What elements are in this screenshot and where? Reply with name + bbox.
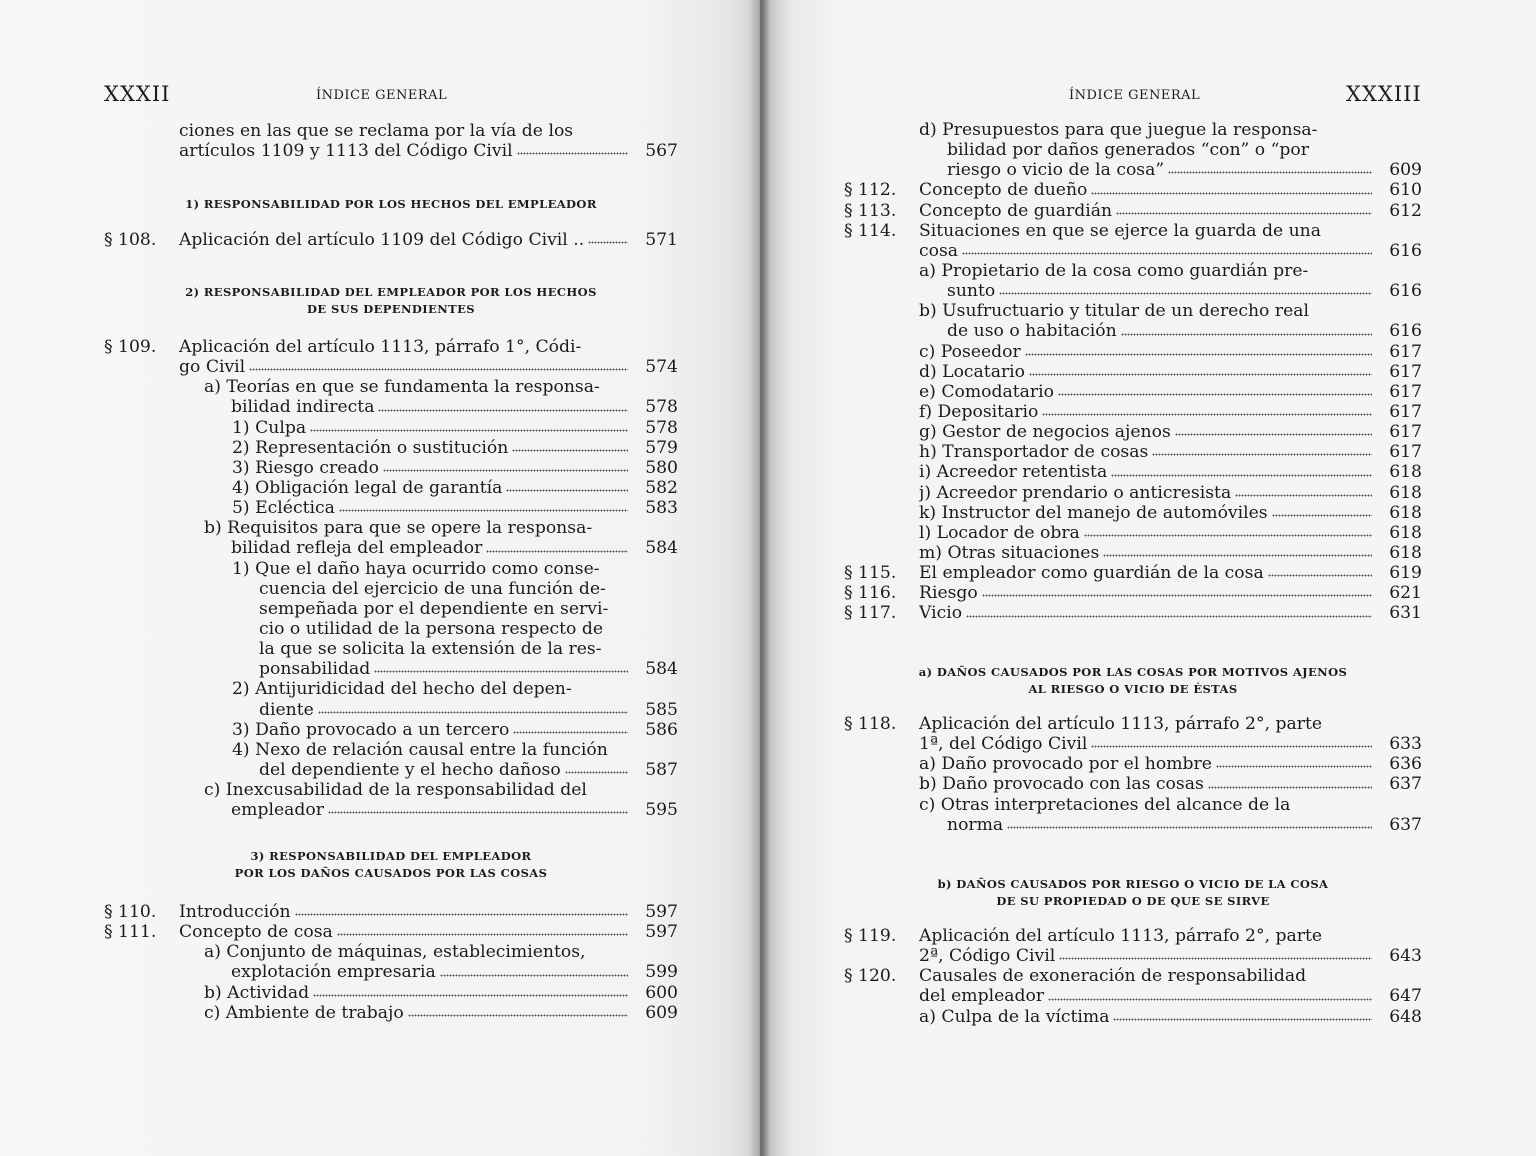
toc-entry: [844, 714, 1422, 734]
toc-entry: [104, 619, 678, 639]
section-number: § 117.: [844, 603, 897, 624]
section-heading-line: 3) RESPONSABILIDAD DEL EMPLEADOR: [250, 849, 532, 863]
toc-entry-title: c) Inexcusabilidad de la responsabilidad del: [204, 780, 587, 801]
toc-entry-title: sunto: [947, 281, 996, 302]
section-heading-line: 2) RESPONSABILIDAD DEL EMPLEADOR POR LOS HECHOS: [185, 285, 597, 299]
dot-leader: [1103, 554, 1372, 558]
toc-entry-title: 3) Daño provocado a un tercero: [232, 719, 510, 740]
toc-entry: [844, 774, 1422, 794]
section-number: § 119.: [844, 926, 897, 946]
section-heading-line: AL RIESGO O VICIO DE ÉSTAS: [1028, 682, 1238, 696]
section-number: § 112.: [844, 180, 897, 201]
toc-entry: [844, 382, 1422, 402]
dot-leader: [982, 594, 1372, 598]
dot-leader: [383, 469, 628, 473]
toc-entry: [844, 402, 1422, 422]
toc-entry-title: 2ª, Código Civil: [919, 946, 1056, 967]
dot-leader: [328, 811, 628, 815]
toc-entry-title: Aplicación del artículo 1113, párrafo 2°, parte: [919, 926, 1323, 946]
toc-entry: [844, 301, 1422, 321]
page-number: 567: [645, 141, 678, 162]
dot-leader: [1029, 373, 1372, 377]
book-gutter-shadow: [748, 0, 770, 1156]
page-number: 647: [1389, 986, 1422, 1007]
toc-entry-title: c) Poseedor: [919, 341, 1021, 362]
page-number: 600: [645, 982, 678, 1003]
toc-entry-title: h) Transportador de cosas: [919, 442, 1149, 463]
page-number: 616: [1389, 321, 1422, 342]
toc-entry-title: a) Culpa de la víctima: [919, 1006, 1110, 1027]
toc-entry-title: artículos 1109 y 1113 del Código Civil: [179, 141, 513, 162]
page-number: 617: [1389, 381, 1422, 402]
left-toc-block-3: [104, 337, 678, 820]
toc-entry-title: Concepto de dueño: [919, 180, 1088, 201]
dot-leader: [249, 368, 628, 372]
toc-entry-title: El empleador como guardián de la cosa: [919, 563, 1264, 584]
page-number: 578: [645, 417, 678, 438]
dot-leader: [1042, 413, 1372, 417]
toc-entry: [104, 760, 678, 780]
toc-entry-title: b) Actividad: [204, 982, 310, 1003]
toc-entry-title: m) Otras situaciones: [919, 542, 1100, 563]
toc-entry: [844, 221, 1422, 241]
left-toc-block-1: [104, 121, 678, 161]
toc-entry: [844, 734, 1422, 754]
left-page: [0, 0, 760, 1156]
page-number: 633: [1389, 734, 1422, 755]
toc-entry: [844, 160, 1422, 180]
toc-entry-title: Vicio: [919, 603, 963, 624]
left-section-heading-1: [104, 196, 678, 213]
dot-leader: [506, 489, 628, 493]
page-number: 617: [1389, 422, 1422, 443]
toc-entry-title: explotación empresaria: [231, 962, 436, 983]
toc-entry-title: del dependiente y el hecho dañoso: [259, 759, 561, 780]
right-toc-block-2: [844, 714, 1422, 835]
right-folio: XXXIII: [1346, 82, 1422, 106]
page-number: 610: [1389, 180, 1422, 201]
toc-entry: [104, 983, 678, 1003]
toc-entry-title: c) Ambiente de trabajo: [204, 1002, 404, 1023]
section-heading-line: a) DAÑOS CAUSADOS POR LAS COSAS POR MOTIVOS AJENOS: [918, 665, 1348, 679]
toc-entry: [844, 926, 1422, 946]
dot-leader: [310, 429, 628, 433]
toc-entry: [844, 503, 1422, 523]
page-number: 617: [1389, 361, 1422, 382]
section-number: § 110.: [104, 902, 157, 922]
dot-leader: [1113, 1018, 1372, 1022]
toc-entry: [844, 140, 1422, 160]
dot-leader: [1116, 212, 1372, 216]
dot-leader: [337, 933, 628, 937]
toc-entry: [104, 518, 678, 538]
page-number: 618: [1389, 462, 1422, 483]
toc-entry: [104, 599, 678, 619]
right-section-heading-b: [844, 876, 1422, 910]
section-heading-line: DE SU PROPIEDAD O DE QUE SE SIRVE: [996, 894, 1270, 908]
page-number: 619: [1389, 563, 1422, 584]
page-number: 621: [1389, 583, 1422, 604]
toc-entry-title: Introducción: [179, 902, 291, 922]
page-number: 597: [645, 922, 678, 943]
page-number: 597: [645, 902, 678, 922]
toc-entry: [104, 357, 678, 377]
page-number: 599: [645, 962, 678, 983]
page-number: 616: [1389, 240, 1422, 261]
toc-entry-title: b) Daño provocado con las cosas: [919, 774, 1204, 795]
toc-entry: [104, 700, 678, 720]
dot-leader: [408, 1014, 628, 1018]
toc-entry: [104, 141, 678, 161]
toc-entry: [104, 559, 678, 579]
toc-entry: [104, 121, 678, 141]
dot-leader: [513, 731, 628, 735]
page-number: 571: [645, 230, 678, 250]
dot-leader: [1091, 745, 1372, 749]
toc-entry-title: g) Gestor de negocios ajenos: [919, 422, 1171, 443]
page-number: 636: [1389, 754, 1422, 775]
toc-entry: [104, 337, 678, 357]
toc-entry-title: Aplicación del artículo 1113, párrafo 1°, Códi-: [179, 337, 582, 357]
page-number: 618: [1389, 502, 1422, 523]
dot-leader: [378, 409, 628, 413]
toc-entry-title: Aplicación del artículo 1109 del Código Civil ..: [179, 230, 585, 250]
toc-entry: [844, 815, 1422, 835]
toc-entry: [844, 986, 1422, 1006]
right-toc-block-1: [844, 120, 1422, 624]
toc-entry: [844, 281, 1422, 301]
toc-entry-title: go Civil: [179, 357, 246, 378]
toc-entry-title: a) Teorías en que se fundamenta la responsa-: [204, 377, 600, 398]
page-number: 587: [645, 759, 678, 780]
dot-leader: [339, 509, 628, 513]
section-heading-line: 1) RESPONSABILIDAD POR LOS HECHOS DEL EMPLEADOR: [185, 197, 597, 211]
toc-entry-title: e) Comodatario: [919, 381, 1054, 402]
toc-entry: [844, 543, 1422, 563]
toc-entry-title: l) Locador de obra: [919, 522, 1080, 543]
section-number: § 114.: [844, 220, 897, 241]
toc-entry-title: b) Usufructuario y titular de un derecho real: [919, 301, 1309, 322]
toc-entry: [104, 458, 678, 478]
toc-entry-title: bilidad indirecta: [231, 397, 375, 418]
section-number: § 120.: [844, 966, 897, 987]
toc-entry: [104, 720, 678, 740]
toc-entry: [104, 538, 678, 558]
dot-leader: [517, 152, 628, 156]
dot-leader: [295, 913, 628, 917]
section-number: § 109.: [104, 337, 157, 357]
toc-entry-title: f) Depositario: [919, 401, 1039, 422]
toc-entry-title: sempeñada por el dependiente en servi-: [259, 598, 609, 619]
dot-leader: [1216, 765, 1372, 769]
page-number: 574: [645, 357, 678, 378]
toc-entry: [844, 362, 1422, 382]
toc-entry-title: cosa: [919, 240, 959, 261]
left-folio: XXXII: [104, 82, 171, 106]
toc-entry-title: d) Presupuestos para que juegue la responsa-: [919, 120, 1318, 140]
toc-entry: [844, 180, 1422, 200]
dot-leader: [588, 241, 628, 245]
page-number: 616: [1389, 281, 1422, 302]
section-number: § 116.: [844, 583, 897, 604]
page-number: 631: [1389, 603, 1422, 624]
toc-entry-title: cio o utilidad de la persona respecto de: [259, 618, 604, 639]
toc-entry: [844, 201, 1422, 221]
toc-entry: [104, 579, 678, 599]
toc-entry: [844, 583, 1422, 603]
page-number: 617: [1389, 442, 1422, 463]
dot-leader: [318, 711, 628, 715]
dot-leader: [1152, 453, 1372, 457]
toc-entry: [104, 1003, 678, 1023]
page-number: 612: [1389, 200, 1422, 221]
toc-entry-title: Causales de exoneración de responsabilidad: [919, 966, 1307, 987]
toc-entry-title: empleador: [231, 800, 324, 821]
toc-entry: [844, 321, 1422, 341]
left-section-heading-2: [104, 284, 678, 318]
toc-entry-title: i) Acreedor retentista: [919, 462, 1108, 483]
dot-leader: [313, 994, 628, 998]
toc-entry: [104, 942, 678, 962]
toc-entry-title: Aplicación del artículo 1113, párrafo 2°, parte: [919, 714, 1323, 734]
section-heading-line: DE SUS DEPENDIENTES: [307, 302, 475, 316]
toc-entry: [104, 418, 678, 438]
toc-entry: [844, 120, 1422, 140]
dot-leader: [486, 550, 628, 554]
page-number: 579: [645, 437, 678, 458]
dot-leader: [1121, 333, 1372, 337]
toc-entry: [104, 397, 678, 417]
dot-leader: [962, 252, 1372, 256]
toc-entry: [104, 478, 678, 498]
toc-entry-title: Concepto de guardián: [919, 200, 1113, 221]
dot-leader: [1091, 192, 1372, 196]
toc-entry-title: de uso o habitación: [947, 321, 1117, 342]
dot-leader: [1111, 474, 1372, 478]
toc-entry-title: bilidad por daños generados “con” o “por: [947, 140, 1309, 161]
page-number: 637: [1389, 814, 1422, 835]
toc-entry-title: diente: [259, 699, 314, 720]
page-number: 609: [645, 1002, 678, 1023]
toc-entry-title: a) Propietario de la cosa como guardián pre-: [919, 260, 1309, 281]
right-toc-block-3: [844, 926, 1422, 1027]
toc-entry-title: 4) Obligación legal de garantía: [232, 477, 503, 498]
toc-entry: [104, 679, 678, 699]
section-number: § 118.: [844, 714, 897, 734]
toc-entry-title: del empleador: [919, 986, 1045, 1007]
toc-entry-title: b) Requisitos para que se opere la responsa-: [204, 518, 593, 539]
toc-entry: [104, 498, 678, 518]
toc-entry-title: 3) Riesgo creado: [232, 457, 379, 478]
toc-entry: [844, 1007, 1422, 1027]
page-number: 648: [1389, 1006, 1422, 1027]
dot-leader: [565, 771, 628, 775]
toc-entry-title: k) Instructor del manejo de automóviles: [919, 502, 1268, 523]
toc-entry: [844, 342, 1422, 362]
toc-entry: [104, 377, 678, 397]
left-section-heading-3: [104, 848, 678, 882]
dot-leader: [1025, 353, 1372, 357]
page-number: 618: [1389, 482, 1422, 503]
dot-leader: [1059, 957, 1372, 961]
toc-entry-title: cuencia del ejercicio de una función de-: [259, 578, 606, 599]
toc-entry-title: ciones en las que se reclama por la vía de los: [179, 121, 574, 141]
page-number: 580: [645, 457, 678, 478]
toc-entry: [104, 962, 678, 982]
dot-leader: [1048, 998, 1372, 1002]
dot-leader: [1235, 494, 1372, 498]
dot-leader: [1058, 393, 1372, 397]
dot-leader: [1268, 574, 1372, 578]
section-heading-line: b) DAÑOS CAUSADOS POR RIESGO O VICIO DE LA COSA: [937, 877, 1329, 891]
section-number: § 113.: [844, 200, 897, 221]
toc-entry-title: la que se solicita la extensión de la res-: [259, 639, 602, 660]
page-number: 585: [645, 699, 678, 720]
toc-entry-title: a) Conjunto de máquinas, establecimientos,: [204, 942, 586, 963]
toc-entry: [844, 946, 1422, 966]
dot-leader: [440, 974, 628, 978]
dot-leader: [374, 670, 628, 674]
dot-leader: [999, 292, 1372, 296]
toc-entry: [844, 754, 1422, 774]
toc-entry-title: Concepto de cosa: [179, 922, 333, 943]
toc-entry-title: c) Otras interpretaciones del alcance de la: [919, 794, 1291, 815]
page-number: 617: [1389, 341, 1422, 362]
left-toc-block-4: [104, 902, 678, 1023]
toc-entry: [104, 902, 678, 922]
toc-entry-title: j) Acreedor prendario o anticresista: [919, 482, 1232, 503]
dot-leader: [1272, 514, 1372, 518]
page-number: 586: [645, 719, 678, 740]
dot-leader: [1208, 786, 1372, 790]
right-section-heading-a: [844, 664, 1422, 698]
toc-entry-title: bilidad refleja del empleador: [231, 538, 483, 559]
toc-entry: [844, 966, 1422, 986]
toc-entry: [844, 523, 1422, 543]
left-toc-block-2: [104, 230, 678, 250]
toc-entry-title: 5) Ecléctica: [232, 498, 335, 519]
section-number: § 108.: [104, 230, 157, 250]
toc-entry: [844, 241, 1422, 261]
dot-leader: [1168, 171, 1372, 175]
toc-entry: [844, 603, 1422, 623]
toc-entry: [104, 740, 678, 760]
page-number: 609: [1389, 160, 1422, 181]
toc-entry-title: 2) Antijuridicidad del hecho del depen-: [232, 679, 572, 700]
toc-entry-title: 1) Culpa: [232, 417, 307, 438]
page-number: 584: [645, 538, 678, 559]
page-number: 582: [645, 477, 678, 498]
toc-entry: [104, 639, 678, 659]
toc-entry-title: a) Daño provocado por el hombre: [919, 754, 1212, 775]
toc-entry-title: ponsabilidad: [259, 659, 371, 680]
toc-entry-title: Situaciones en que se ejerce la guarda de una: [919, 220, 1321, 241]
page-number: 595: [645, 800, 678, 821]
toc-entry: [104, 922, 678, 942]
toc-entry: [844, 462, 1422, 482]
toc-entry: [844, 483, 1422, 503]
toc-entry-title: 4) Nexo de relación causal entre la función: [232, 739, 608, 760]
page-number: 643: [1389, 946, 1422, 967]
toc-entry-title: 1ª, del Código Civil: [919, 734, 1088, 755]
toc-entry: [844, 422, 1422, 442]
left-running-head: ÍNDICE GENERAL: [316, 88, 448, 103]
toc-entry: [844, 795, 1422, 815]
dot-leader: [1175, 433, 1372, 437]
toc-entry-title: d) Locatario: [919, 361, 1026, 382]
page-number: 637: [1389, 774, 1422, 795]
right-running-head: ÍNDICE GENERAL: [1069, 88, 1201, 103]
toc-entry-title: riesgo o vicio de la cosa”: [947, 160, 1165, 181]
page-number: 584: [645, 659, 678, 680]
page-number: 578: [645, 397, 678, 418]
section-number: § 111.: [104, 922, 157, 943]
toc-entry-title: 1) Que el daño haya ocurrido como conse-: [232, 558, 600, 579]
toc-entry-title: Riesgo: [919, 583, 978, 604]
toc-entry: [844, 442, 1422, 462]
page-number: 618: [1389, 522, 1422, 543]
dot-leader: [512, 449, 628, 453]
toc-entry: [104, 659, 678, 679]
section-heading-line: POR LOS DAÑOS CAUSADOS POR LAS COSAS: [234, 866, 548, 880]
right-page: [760, 0, 1536, 1156]
section-number: § 115.: [844, 563, 897, 584]
toc-entry: [104, 230, 678, 250]
page-number: 617: [1389, 401, 1422, 422]
toc-entry-title: 2) Representación o sustitución: [232, 437, 509, 458]
page-number: 583: [645, 498, 678, 519]
toc-entry: [104, 800, 678, 820]
dot-leader: [1084, 534, 1372, 538]
toc-entry: [844, 563, 1422, 583]
toc-entry: [104, 438, 678, 458]
toc-entry: [104, 780, 678, 800]
toc-entry-title: norma: [947, 814, 1004, 835]
dot-leader: [1007, 826, 1372, 830]
page-number: 618: [1389, 542, 1422, 563]
dot-leader: [966, 615, 1372, 619]
toc-entry: [844, 261, 1422, 281]
